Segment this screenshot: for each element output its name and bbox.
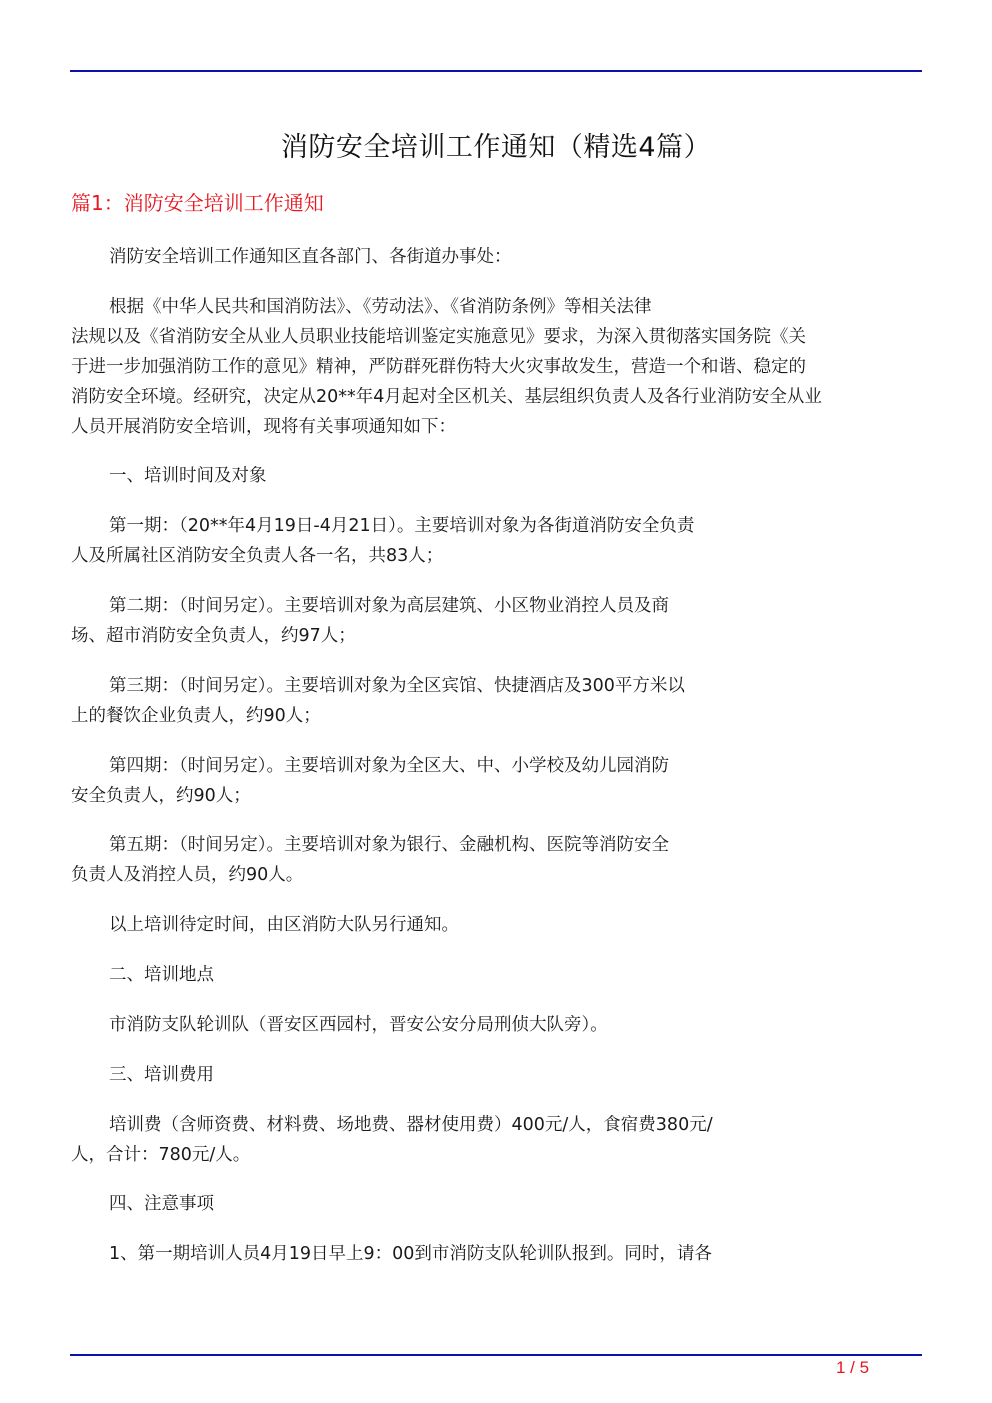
paragraph-location: [71, 1010, 921, 1040]
paragraph-line: 一、培训时间及对象: [109, 466, 267, 486]
paragraph-line: 以上培训待定时间，由区消防大队另行通知。: [109, 915, 459, 935]
paragraph-line: 人及所属社区消防安全负责人各一名，共83人；: [71, 546, 444, 566]
paragraph-line: 负责人及消控人员，约90人。: [71, 865, 304, 885]
paragraph-line: 人员开展消防安全培训，现将有关事项通知如下：: [71, 417, 456, 437]
paragraph-phase-3: [71, 671, 921, 731]
paragraph-line: 安全负责人，约90人；: [71, 786, 251, 806]
paragraph-line: 第一期：（20**年4月19日-4月21日）。主要培训对象为各街道消防安全负责: [109, 516, 695, 536]
paragraph-line: 上的餐饮企业负责人，约90人；: [71, 706, 321, 726]
page-indicator: 1 / 5: [836, 1358, 870, 1377]
paragraph-line: 人，合计：780元/人。: [71, 1145, 251, 1165]
section-heading: 篇1：消防安全培训工作通知: [71, 191, 324, 215]
paragraph-phase-5: [71, 830, 921, 890]
document-title: 消防安全培训工作通知（精选4篇）: [280, 132, 712, 163]
paragraph-fees: [71, 1110, 921, 1170]
footer-rule: [70, 1354, 922, 1356]
paragraph-line: 二、培训地点: [109, 965, 214, 985]
paragraph-intro: [71, 292, 921, 442]
paragraph-pending-note: [71, 910, 921, 940]
paragraph-heading-1: [71, 461, 921, 491]
paragraph-phase-4: [71, 751, 921, 811]
paragraph-line: 消防安全培训工作通知区直各部门、各街道办事处：: [109, 247, 512, 267]
paragraph-heading-4: [71, 1189, 921, 1219]
paragraph-heading-3: [71, 1060, 921, 1090]
paragraph-line: 第二期：（时间另定）。主要培训对象为高层建筑、小区物业消控人员及商: [109, 596, 669, 616]
header-rule: [70, 70, 922, 72]
paragraph-line: 于进一步加强消防工作的意见》精神，严防群死群伤特大火灾事故发生，营造一个和谐、稳定的: [71, 357, 806, 377]
paragraph-line: 三、培训费用: [109, 1065, 214, 1085]
paragraph-line: 场、超市消防安全负责人，约97人；: [71, 626, 356, 646]
paragraph-line: 第三期：（时间另定）。主要培训对象为全区宾馆、快捷酒店及300平方米以: [109, 676, 685, 696]
paragraph-line: 四、注意事项: [109, 1194, 214, 1214]
paragraph-phase-2: [71, 591, 921, 651]
paragraph-salutation: [71, 242, 921, 272]
paragraph-phase-1: [71, 511, 921, 571]
paragraph-line: 法规以及《省消防安全从业人员职业技能培训鉴定实施意见》要求，为深入贯彻落实国务院《关: [71, 327, 806, 347]
paragraph-line: 培训费（含师资费、材料费、场地费、器材使用费）400元/人，食宿费380元/: [109, 1115, 713, 1135]
paragraph-line: 根据《中华人民共和国消防法》、《劳动法》、《省消防条例》等相关法律: [109, 297, 652, 317]
paragraph-note-1: [71, 1239, 921, 1269]
paragraph-line: 第四期：（时间另定）。主要培训对象为全区大、中、小学校及幼儿园消防: [109, 756, 669, 776]
paragraph-line: 消防安全环境。经研究，决定从20**年4月起对全区机关、基层组织负责人及各行业消防安全从业: [71, 387, 822, 407]
paragraph-line: 市消防支队轮训队（晋安区西园村，晋安公安分局刑侦大队旁）。: [109, 1015, 608, 1035]
paragraph-heading-2: [71, 960, 921, 990]
paragraph-line: 1、第一期培训人员4月19日早上9：00到市消防支队轮训队报到。同时，请各: [109, 1244, 712, 1264]
paragraph-line: 第五期：（时间另定）。主要培训对象为银行、金融机构、医院等消防安全: [109, 835, 669, 855]
